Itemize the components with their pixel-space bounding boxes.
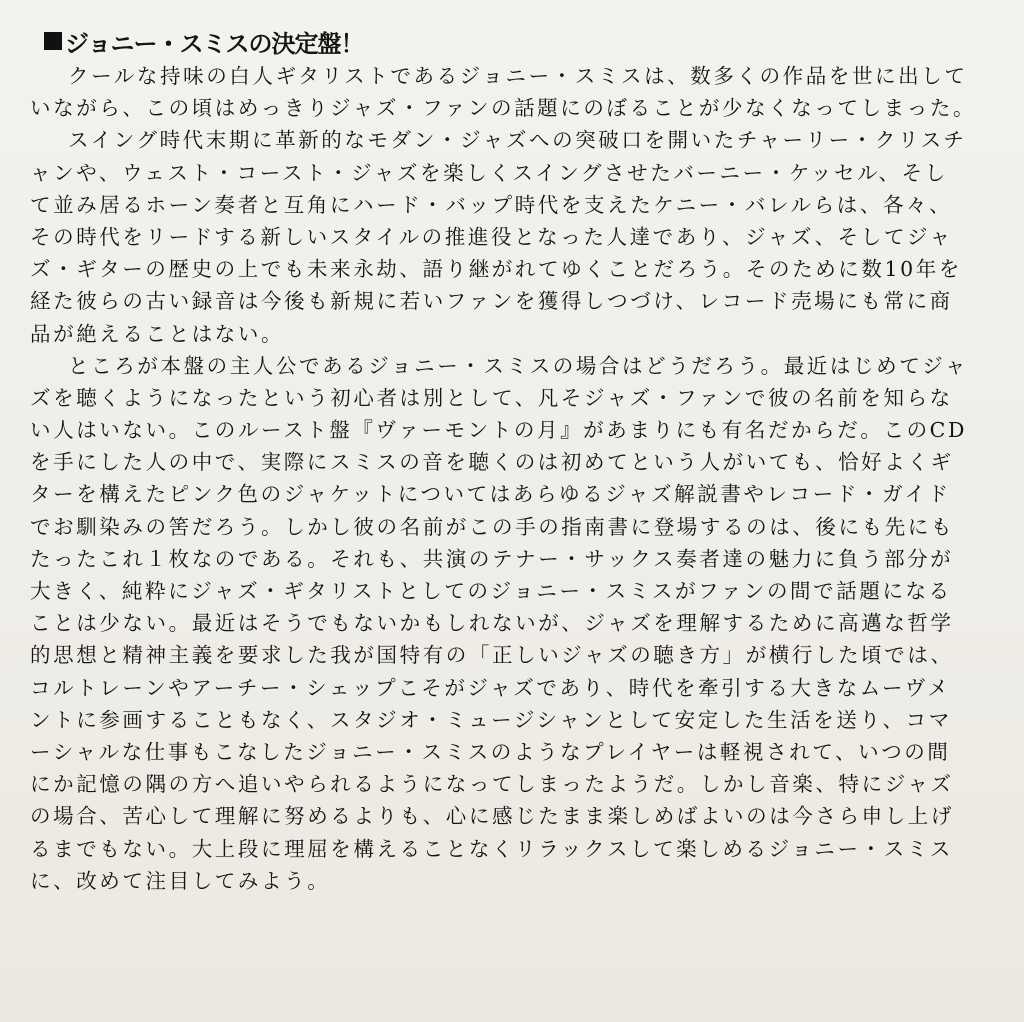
text-line: を手にした人の中で、実際にスミスの音を聴くのは初めてという人がいても、恰好よくギ xyxy=(30,450,954,475)
text-line: い人はいない。このルースト盤『ヴァーモントの月』があまりにも有名だからだ。このCD xyxy=(30,418,967,443)
text-line: ャンや、ウェスト・コースト・ジャズを楽しくスイングさせたバーニー・ケッセル、そし xyxy=(30,160,948,185)
text-line: にか記憶の隅の方へ追いやられるようになってしまったようだ。しかし音楽、特にジャズ xyxy=(30,772,954,797)
text-line: いながら、この頃はめっきりジャズ・ファンの話題にのぼることが少なくなってしまった。 xyxy=(30,96,977,121)
text-line: 大きく、純粋にジャズ・ギタリストとしてのジョニー・スミスがファンの間で話題になる xyxy=(30,579,952,603)
text-line: その時代をリードする新しいスタイルの推進役となった人達であり、ジャズ、そしてジャ xyxy=(30,224,953,249)
black-square-icon xyxy=(44,32,62,50)
text-line: 品が絶えることはない。 xyxy=(30,321,285,346)
text-line: 経た彼らの古い録音は今後も新規に若いファンを獲得しつづけ、レコード売場にも常に商 xyxy=(30,289,953,314)
text-line: コルトレーンやアーチー・シェップこそがジャズであり、時代を牽引する大きなムーヴメ xyxy=(30,675,951,700)
paragraph-2 xyxy=(30,124,996,349)
text-line: るまでもない。大上段に理屈を構えることなくリラックスして楽しめるジョニー・スミス xyxy=(30,836,953,861)
text-line: たったこれ１枚なのである。それも、共演のテナー・サックス奏者達の魅力に負う部分が xyxy=(30,546,954,571)
text-line: ところが本盤の主人公であるジョニー・スミスの場合はどうだろう。最近はじめてジャ xyxy=(68,353,969,378)
text-line: ことは少ない。最近はそうでもないかもしれないが、ジャズを理解するために高邁な哲学 xyxy=(30,611,954,636)
text-line: スイング時代末期に革新的なモダン・ジャズへの突破口を開いたチャーリー・クリスチ xyxy=(68,128,967,153)
text-line: ーシャルな仕事もこなしたジョニー・スミスのようなプレイヤーは軽視されて、いつの間 xyxy=(30,739,951,764)
text-line: に、改めて注目してみよう。 xyxy=(30,868,331,893)
text-line: ントに参画することもなく、スタジオ・ミュージシャンとして安定した生活を送り、コマ xyxy=(30,707,952,732)
section-heading xyxy=(44,24,364,58)
article-body xyxy=(30,60,996,897)
text-line: て並み居るホーン奏者と互角にハード・バップ時代を支えたケニー・バレルらは、各々、 xyxy=(30,192,953,217)
text-line: ズを聴くようになったという初心者は別として、凡そジャズ・ファンで彼の名前を知らな xyxy=(30,385,953,410)
paragraph-3 xyxy=(30,350,996,897)
text-line: の場合、苦心して理解に努めるよりも、心に感じたまま楽しめばよいのは今さら申し上げ xyxy=(30,804,954,829)
heading-title: ジョニー・スミスの決定盤！ xyxy=(65,29,364,58)
text-line: 的思想と精神主義を要求した我が国特有の「正しいジャズの聴き方」が横行した頃では、 xyxy=(30,643,954,668)
text-line: ターを構えたピンク色のジャケットについてはあらゆるジャズ解説書やレコード・ガイド xyxy=(30,482,951,507)
text-line: クールな持味の白人ギタリストであるジョニー・スミスは、数多くの作品を世に出して xyxy=(68,64,968,88)
text-line: ズ・ギターの歴史の上でも未来永劫、語り継がれてゆくことだろう。そのために数10年を xyxy=(30,257,962,282)
text-line: でお馴染みの筈だろう。しかし彼の名前がこの手の指南書に登場するのは、後にも先にも xyxy=(30,514,954,539)
paragraph-1 xyxy=(30,60,996,124)
